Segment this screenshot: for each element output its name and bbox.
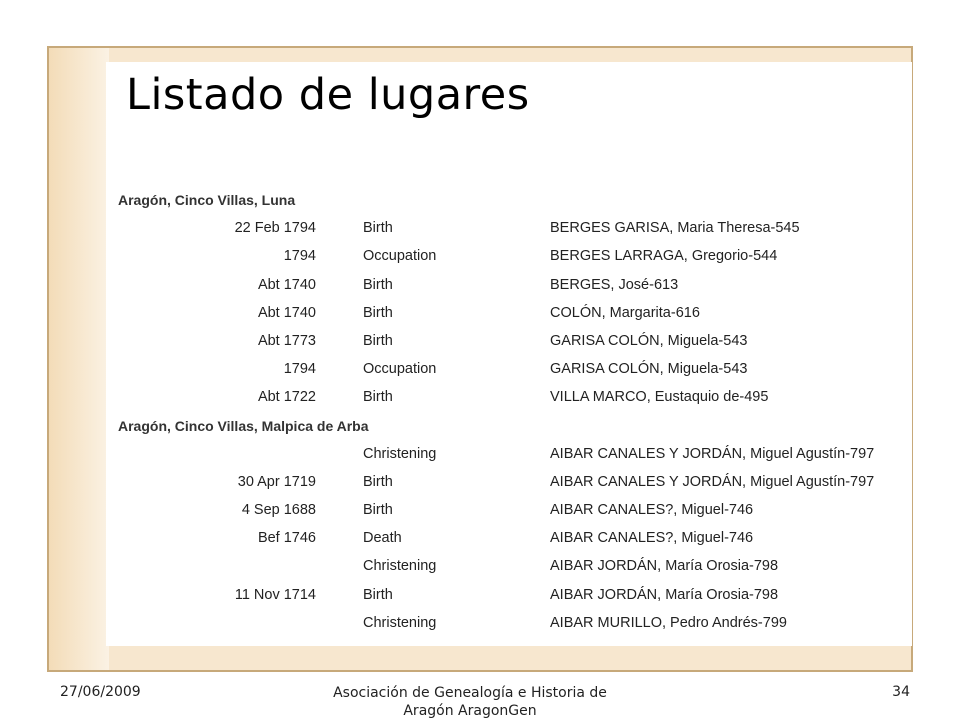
event-type: Birth	[363, 220, 393, 237]
table-row	[118, 383, 918, 411]
event-type: Birth	[363, 332, 393, 349]
event-date: Abt 1740	[257, 304, 316, 321]
event-date: Abt 1773	[257, 332, 316, 349]
person-name: AIBAR MURILLO, Pedro Andrés-799	[550, 614, 787, 631]
event-type: Birth	[363, 276, 393, 293]
person-name: GARISA COLÓN, Miguela-543	[550, 332, 748, 349]
person-name: AIBAR CANALES?, Miguel-746	[550, 502, 754, 519]
table-row	[118, 440, 918, 468]
event-date: Bef 1746	[257, 530, 316, 547]
person-name: GARISA COLÓN, Miguela-543	[550, 361, 748, 378]
table-row	[118, 299, 918, 327]
event-date: 30 Apr 1719	[237, 473, 316, 490]
event-date: Abt 1722	[257, 389, 316, 406]
person-name: AIBAR JORDÁN, María Orosia-798	[550, 586, 779, 603]
group-header-row	[118, 186, 918, 214]
footer-date: 27/06/2009	[60, 684, 141, 700]
place-group-header: Aragón, Cinco Villas, Malpica de Arba	[118, 417, 369, 434]
event-type: Birth	[363, 389, 393, 406]
table-row	[118, 214, 918, 242]
person-name: BERGES LARRAGA, Gregorio-544	[550, 248, 778, 265]
event-type: Occupation	[363, 248, 437, 265]
table-row	[118, 468, 918, 496]
table-row	[118, 242, 918, 270]
person-name: BERGES GARISA, Maria Theresa-545	[550, 220, 800, 237]
person-name: AIBAR CANALES?, Miguel-746	[550, 530, 754, 547]
slide-title: Listado de lugares	[126, 70, 530, 120]
person-name: AIBAR CANALES Y JORDÁN, Miguel Agustín-797	[550, 473, 875, 490]
event-type: Christening	[363, 558, 437, 575]
event-type: Birth	[363, 586, 393, 603]
person-name: BERGES, José-613	[550, 276, 679, 293]
person-name: VILLA MARCO, Eustaquio de-495	[550, 389, 769, 406]
event-date: Abt 1740	[257, 276, 316, 293]
group-header-row	[118, 412, 918, 440]
event-type: Death	[363, 530, 402, 547]
footer-org-line-2: Aragón AragonGen	[403, 703, 537, 719]
person-name: AIBAR CANALES Y JORDÁN, Miguel Agustín-797	[550, 445, 875, 462]
place-group-header: Aragón, Cinco Villas, Luna	[118, 192, 296, 208]
table-row	[118, 609, 918, 637]
footer-organization	[300, 684, 640, 720]
event-date: 4 Sep 1688	[241, 502, 316, 519]
person-name: COLÓN, Margarita-616	[550, 304, 700, 321]
event-type: Birth	[363, 473, 393, 490]
event-type: Christening	[363, 614, 437, 631]
table-row	[118, 355, 918, 383]
table-row	[118, 552, 918, 580]
event-type: Birth	[363, 502, 393, 519]
event-type: Birth	[363, 304, 393, 321]
event-date: 22 Feb 1794	[234, 220, 316, 237]
table-row	[118, 581, 918, 609]
table-row	[118, 271, 918, 299]
slide-frame-gradient	[49, 48, 109, 670]
event-date: 11 Nov 1714	[234, 586, 316, 603]
table-row	[118, 524, 918, 552]
event-date: 1794	[283, 361, 316, 378]
event-type: Occupation	[363, 361, 437, 378]
event-type: Christening	[363, 445, 437, 462]
event-date: 1794	[283, 248, 316, 265]
person-name: AIBAR JORDÁN, María Orosia-798	[550, 558, 779, 575]
footer-org-line-1: Asociación de Genealogía e Historia de	[333, 685, 607, 701]
places-table	[118, 186, 918, 637]
table-row	[118, 327, 918, 355]
page-number: 34	[892, 684, 910, 700]
table-row	[118, 496, 918, 524]
